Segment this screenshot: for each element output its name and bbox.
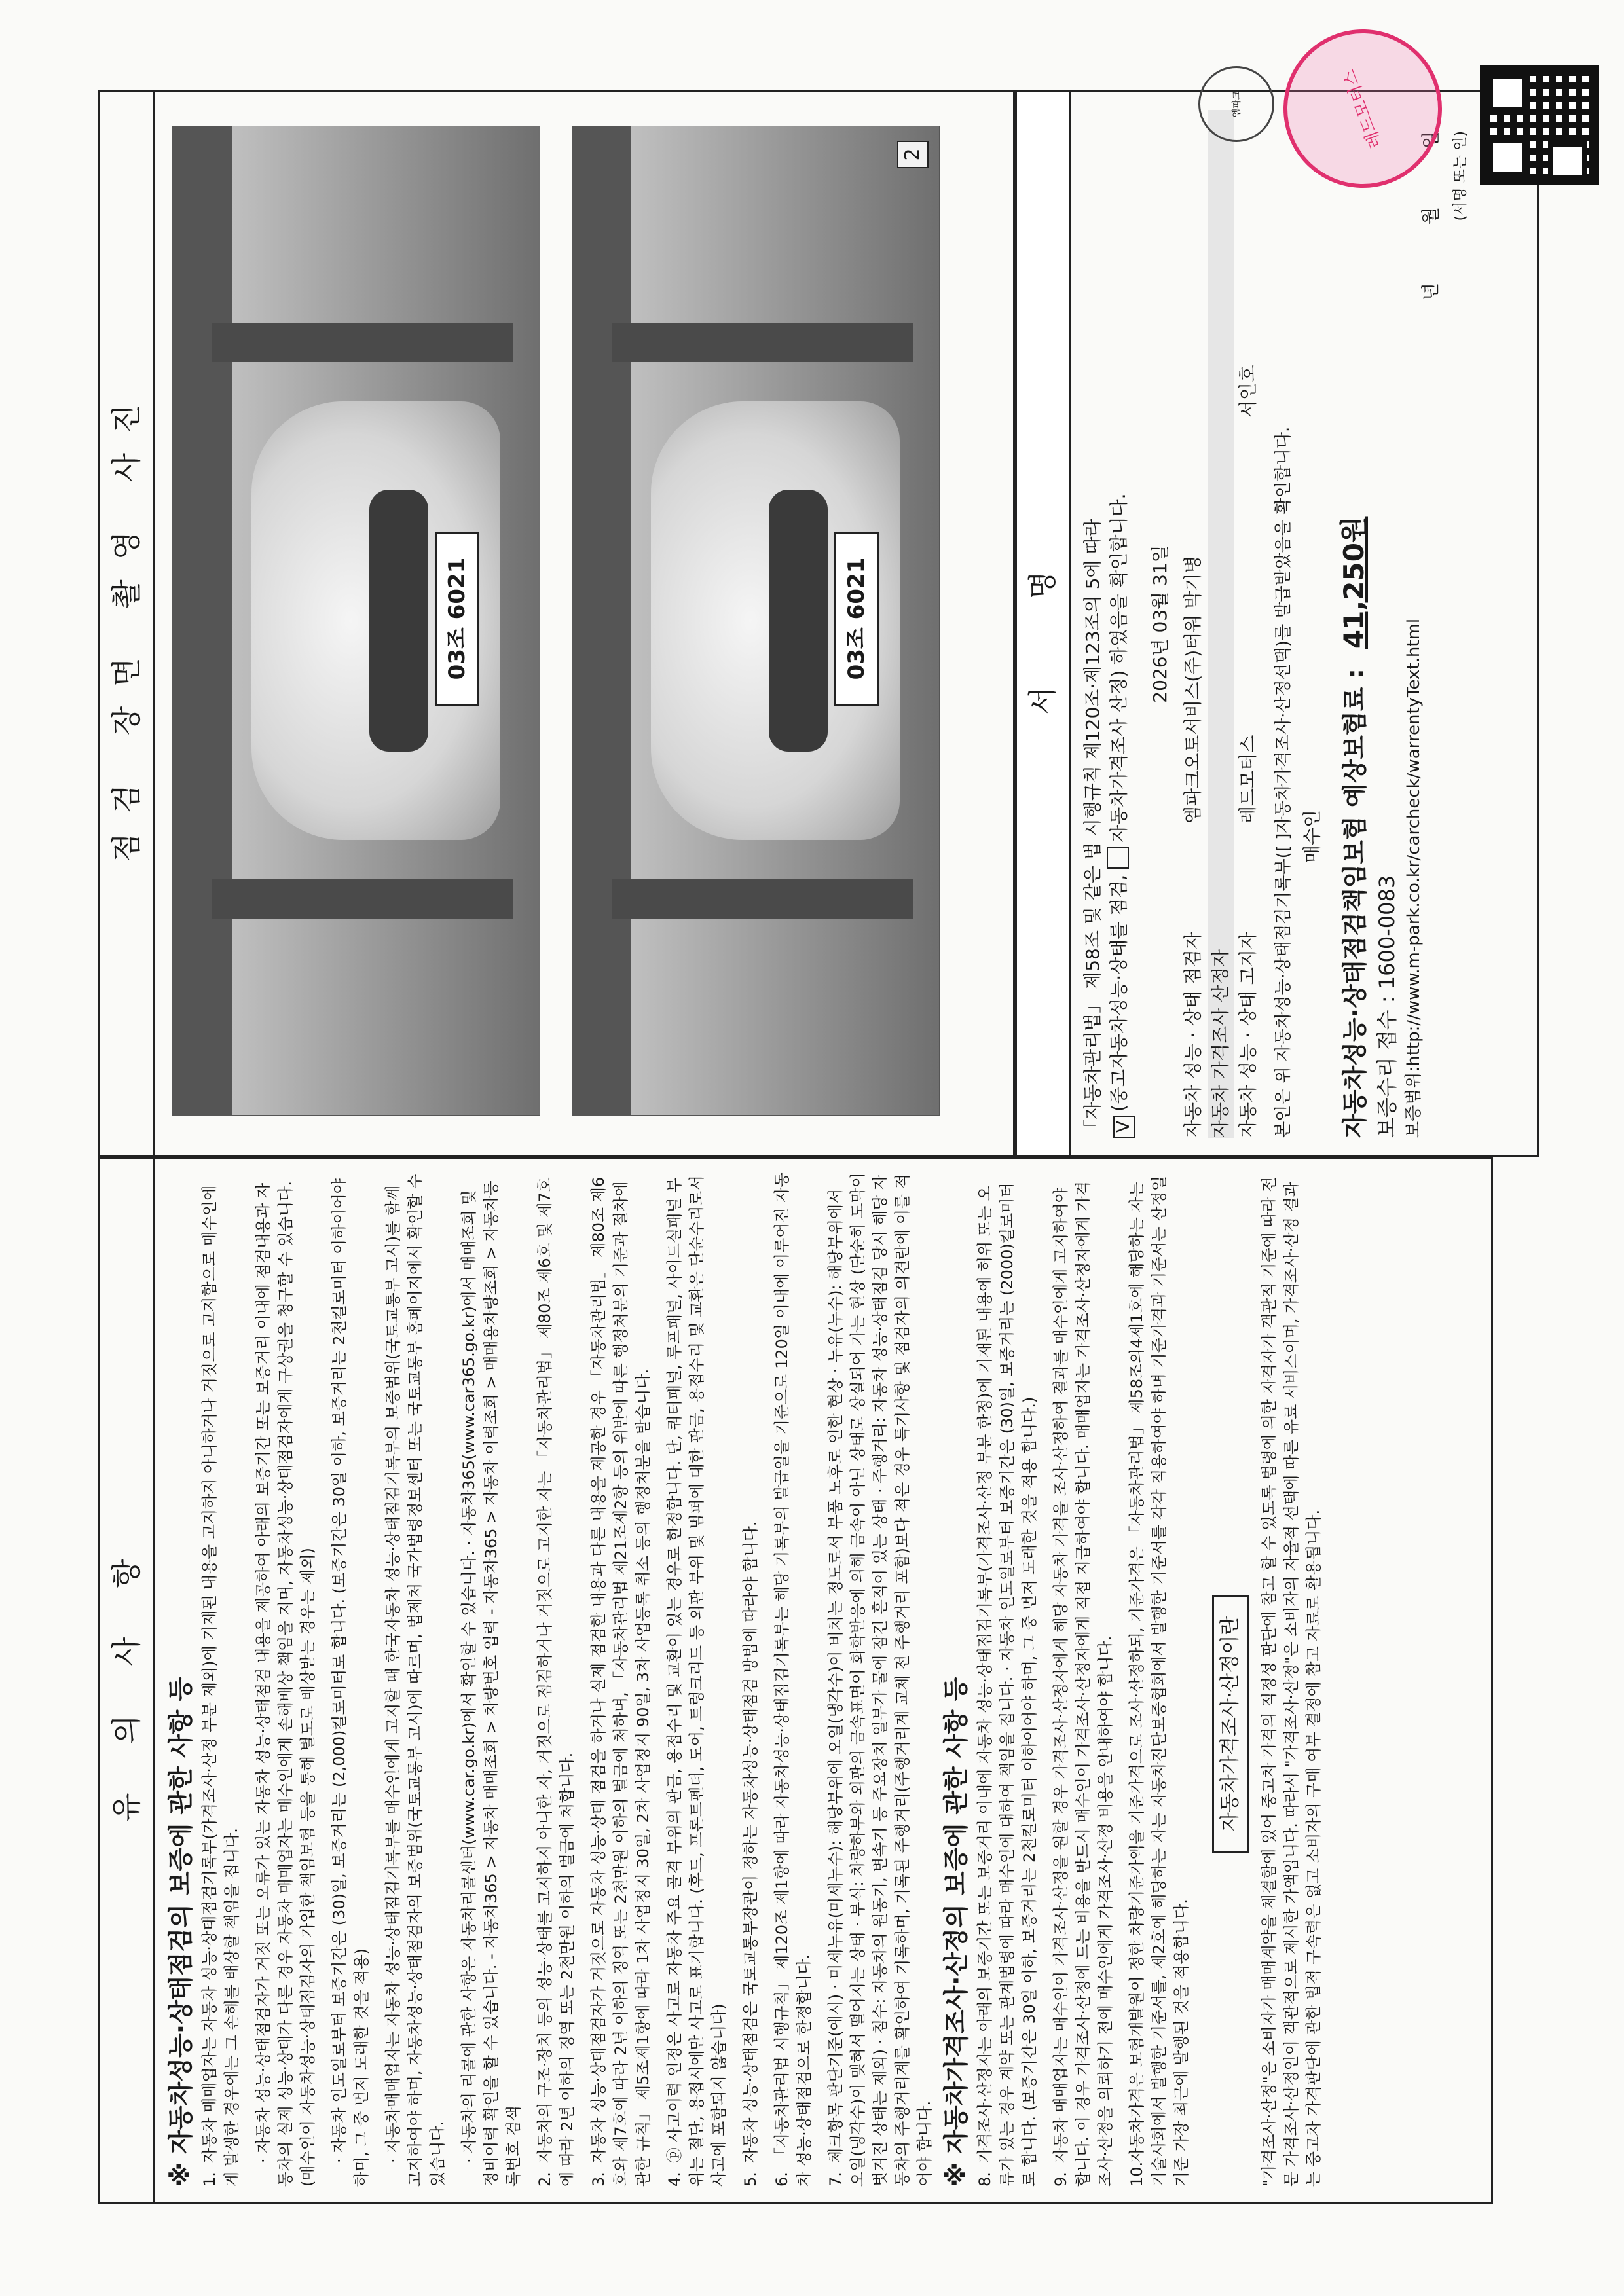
- note-number: 9.: [1052, 2172, 1070, 2187]
- inspection-checkbox[interactable]: V: [1113, 1116, 1135, 1138]
- signer-name: 레드모터스: [1237, 735, 1259, 824]
- signature-header: 서 명: [1017, 92, 1071, 1155]
- signature-body: [1080, 110, 1426, 1138]
- buyer-date-fields: 년 월 일: [1420, 131, 1441, 301]
- qr-finder-icon: [1548, 141, 1587, 181]
- signature-hint: (서명 또는 인): [1452, 131, 1469, 221]
- note-number: 5.: [741, 2172, 760, 2187]
- notes-header: 유 의 사 항: [100, 1159, 155, 2202]
- price-definition-badge: 자동차가격조사·산정이란: [1212, 1595, 1249, 1853]
- license-plate: 03조 6021: [435, 532, 479, 706]
- note-text: · 자동차매매업자는 자동차 성능·상태점검기록부를 매수인에게 고지할 때 한국자동차 성능·상태점검기록부의 보증범위(국토교통부 고시)를 함께 고지하여야 하며, 자동차성능·상태점검자의 보증범위(국토교통부 고시)에 따르며, 법제처 국가법령정보센터 또는 국토교통부 홈페이지에서 확인할 수 있습니다.: [384, 1173, 447, 2187]
- note-number: 3.: [589, 2172, 608, 2187]
- signer-signature: [1180, 287, 1206, 418]
- confirmation-statement: V(중고자동차성능·상태를 점검, 자동차가격조사 산정) 하였음을 확인합니다.: [1106, 110, 1135, 1138]
- notes-body: [166, 1172, 1334, 2187]
- warranty-range-link[interactable]: 보증범위:http://www.m-park.co.kr/carcheck/warrentyText.html: [1404, 618, 1424, 1138]
- issue-date: 2026년 03월 31일: [1149, 545, 1171, 703]
- note-text: 자동차 성능·상태점검은 국토교통부장관이 정하는 자동차성능·상태점검 방법에 따라야 합니다.: [741, 1521, 760, 2163]
- signature-panel: [1015, 90, 1539, 1157]
- note-text: 가격조사·산정자는 아래의 보증기간 또는 보증거리 이내에 자동차 성능·상태점검기록부(가격조사·산정 부분 한정)에 기재된 내용에 허위 또는 오류가 있는 경우 계약 또는 관계법령에 따라 매수인에 대하여 책임을 집니다. · 자동차 인도일로부터 보증기간은 (30)일, 보증거리는 (2000)킬로미터로 합니다. (보증기간은 30일 이하, 보증거리는 2천킬로미터 이하이어야 하며, 그 중 먼저 도래한 것을 적용 합니다.): [976, 1182, 1039, 2187]
- warranty-reception: 보증수리 접수 : 1600-0083: [1375, 875, 1399, 1138]
- note-item: [534, 1172, 578, 2187]
- note-text: 자동차 매매업자는 매수인이 가격조사·산정을 원할 경우 가격조사·산정자에게 해당 자동차 가격을 조사·산정하여 결과를 매수인에게 고지하여야 합니다. 이 경우 가격조사·산정에 드는 비용을 반드시 매수인이 가격조사·산정자에게 직접 지급하여야 합니다. 매매업자는 가격조사·산정자에게 가격조사·산정을 의뢰하기 전에 매수인에게 가격조사·산정 비용을 안내하여야 합니다.: [1052, 1181, 1115, 2187]
- signer-role: 자동차 성능 · 상태 고지자: [1237, 932, 1259, 1138]
- photos-panel: [98, 90, 1015, 1157]
- note-number: 1.: [200, 2172, 219, 2187]
- inspection-photo-2: [572, 126, 940, 1116]
- note-text: 자동차의 구조·장치 등의 성능·상태를 고지하지 아니한 자, 거짓으로 점검하거나 거짓으로 고지한 자는 「자동차관리법」 제80조 제6호 및 제7호에 따라 2년 이하의 징역 또는 2천만원 이하의 벌금에 처합니다.: [536, 1177, 576, 2187]
- note-text: 「자동차관리법 시행규칙」 제120조 제1항에 따라 자동차성능·상태점검기록부는 해당 기록부의 발급일을 기준으로 120일 이내에 이루어진 자동차 성능·상태점검으로 한정합니다.: [773, 1172, 813, 2187]
- note-number: 2.: [536, 2172, 554, 2187]
- note-item: [198, 1172, 243, 2187]
- note-text: 자동차가격은 보험개발원이 정한 차량기준가액을 기준가격으로 조사·산정하되, 기준가격은 「자동차관리법」 제58조의4제1호에 해당하는 자는 기술사회에서 발행한 기준서를, 제2호에 해당하는 자는 자동차진단보증협회에서 발행한 기준서를 각각 적용하여야 하며 기준가격과 기준서는 산정일 기준 가장 최근에 발행된 것을 적용합니다.: [1128, 1176, 1190, 2187]
- note-item: [458, 1172, 525, 2187]
- note-item: [382, 1172, 449, 2187]
- price-section-title: ※ 자동차가격조사·산정의 보증에 관한 사항 등: [942, 1677, 970, 2187]
- note-text: ⓟ 사고이력 인정은 사고로 자동차 주요 골격 부위의 판금, 용접수리 및 교환이 있는 경우로 한정합니다. 단, 쿼터패널, 루프패널, 사이드실패널 부위는 절단, 용접시에만 사고로 표기합니다. (후드, 프론트펜더, 도어, 트렁크리드 등 외판 부위 및 범퍼에 대한 판금, 용접수리 및 교환은 단순수리로서 사고에 포함되지 않습니다): [665, 1175, 728, 2187]
- warranty-notes-list: [198, 1172, 936, 2187]
- note-text: · 자동차의 리콜에 관한 사항은 자동차리콜센터(www.car.go.kr)에서 확인할 수 있습니다. · 자동차365(www.car365.go.kr)에서 매매조회 및 정비이력 확인을 할 수 있습니다. - 자동차365 > 자동차 매매조회 > 차량번호 입력 - 자동차365 > 자동차 이력조회 > 매매용차량조회 > 자동차등록번호 검색: [460, 1180, 523, 2187]
- signer-row: [1235, 110, 1261, 1138]
- note-item: [1050, 1172, 1116, 2187]
- warranty-section-title: ※ 자동차성능·상태점검의 보증에 관한 사항 등: [166, 1677, 195, 2187]
- note-item: [824, 1172, 936, 2187]
- note-item: [1126, 1172, 1192, 2187]
- price-checkbox[interactable]: [1107, 847, 1129, 869]
- note-number: 7.: [826, 2172, 845, 2187]
- buyer-label: 매수인: [1301, 809, 1323, 863]
- inspection-photo-1: [172, 126, 540, 1116]
- signer-role: 자동차 가격조사 산정자: [1209, 949, 1231, 1138]
- license-plate: 03조 6021: [834, 532, 879, 706]
- note-number: 6.: [773, 2172, 791, 2187]
- note-item: [974, 1172, 1041, 2187]
- inspection-seal-icon: 엠파크: [1198, 66, 1274, 142]
- note-number: 4.: [665, 2172, 684, 2187]
- price-definition-text: "가격조사·산정"은 소비자가 매매계약을 체결함에 있어 중고차 가격의 적정성 판단에 참고 할 수 있도록 법령에 의한 자격자가 객관적 기준에 따라 전문 가격조사·산정인이 객관적으로 제시한 가액입니다. 따라서 "가격조사·산정"은 소비자의 자율적 선택에 따른 유료 서비스이며, 가격조사·산정 결과는 중고차 가격판단에 관한 법적 구속력은 없고 소비자의 구매 여부 결정에 참고 자료로 활용됩니다.: [1260, 1176, 1323, 2187]
- note-item: [328, 1172, 373, 2187]
- note-number: 8.: [976, 2172, 994, 2187]
- note-item: [739, 1172, 762, 2187]
- signer-role: 자동차 성능 · 상태 점검자: [1182, 932, 1204, 1138]
- note-item: [587, 1172, 654, 2187]
- note-text: 자동차 매매업자는 자동차 성능·상태점검기록부(가격조사·산정 부분 제외)에 기재된 내용을 고지하지 아니하거나 거짓으로 고지함으로 매수인에게 발생한 경우에는 그 손해를 배상할 책임을 집니다.: [200, 1185, 241, 2187]
- signer-row: [1180, 110, 1206, 1138]
- dealer-stamp-icon: 레드모터스: [1261, 7, 1464, 210]
- legal-statement: 「자동차관리법」 제58조 및 같은 법 시행규칙 제120조·제123조의 5에 따라: [1082, 519, 1103, 1138]
- signer-signature: 서인호: [1237, 364, 1259, 418]
- note-text: · 자동차 성능·상태점검자가 거짓 또는 오류가 있는 자동차 성능·상태점검 내용을 제공하여 아래의 보증기간 또는 보증거리 이내에 점검내용과 자동차의 실제 성능·상태가 다른 경우 자동차 매매업자는 매수인에게 손해배상 책임을 지며, 자동차성능·상태점검자에게 구상권을 청구할 수 있습니다.(매수인이 자동차성능·상태점검자의 가입한 책임보험 등을 통해 별도로 배상받는 경우는 제외): [254, 1181, 317, 2187]
- insurance-premium-label: 자동차성능·상태점검책임보험 예상보험료 :41,250원: [1338, 516, 1370, 1138]
- note-item: [663, 1172, 730, 2187]
- photos-header: 점검 장면 촬영 사진: [100, 92, 155, 1155]
- insurance-amount: 41,250원: [1338, 516, 1370, 649]
- note-text: 체크항목 판단기준(예시) · 미세누유(미세누수): 해당부위에 오일(냉각수)이 비치는 정도로서 부품 노후로 인한 현상 · 누유(누수): 해당부위에서 오일(냉각수)이 맺혀서 떨어지는 상태 · 부식: 차량하부와 외판의 금속표면이 화학반응에 의해 금속이 아닌 상태로 상실되어 가는 현상 (단순히 도막이 벗겨진 상태는 제외) · 침수: 자동차의 원동기, 변속기 등 주요장치 일부가 물에 잠긴 흔적이 있는 상태 · 주행거리: 자동차 성능·상태점검 당시 해당 자동차의 주행거리계를 확인하여 기록하며, 기록된 주행거리(주행거리계 교체 전 주행거리 포함)보다 적은 경우 특기사항 및 점검자의 의견란에 이를 적어야 합니다.: [826, 1173, 934, 2187]
- note-text: · 자동차 인도일로부터 보증기간은 (30)일, 보증거리는 (2,000)킬로미터로 합니다. (보증기간은 30일 이하, 보증거리는 2천킬로미터 이하이어야 하며, 그 중 먼저 도래한 것을 적용): [330, 1178, 371, 2187]
- photo-index: 2: [897, 141, 929, 168]
- note-text: 자동차 성능·상태점검자가 거짓으로 자동차 성능·상태 점검을 하거나 실제 점검한 내용과 다른 내용을 제공한 경우 「자동차관리법」 제80조 제6호와 제7호에 따라 2년 이하의 징역 또는 2천만원 이하의 벌금에 처하며, 「자동차관리법 제21조제2항 등의 위반에 따른 행정처분의 기준과 절차에 관한 규칙」 제5조제1항에 따라 1차 사업정지 30일, 2차 사업정지 90일, 3차 사업등록 취소 등의 행정처분을 받습니다.: [589, 1176, 652, 2187]
- signer-rows: [1180, 110, 1261, 1138]
- signer-row: [1208, 110, 1234, 1138]
- notes-panel: [98, 1157, 1493, 2204]
- signer-signature: [1208, 287, 1234, 418]
- buyer-confirmation: 본인은 위 자동차성능·상태점검기록부([ ]자동차가격조사·산정선택)를 발급받았음을 확인합니다.: [1274, 426, 1293, 1138]
- price-notes-list: [974, 1172, 1192, 2187]
- signer-name: 엠파크오토서비스(주)터워 박기병: [1182, 555, 1204, 824]
- signer-name: [1208, 418, 1234, 824]
- note-item: [252, 1172, 319, 2187]
- note-item: [771, 1172, 815, 2187]
- note-number: 10.: [1128, 2161, 1146, 2187]
